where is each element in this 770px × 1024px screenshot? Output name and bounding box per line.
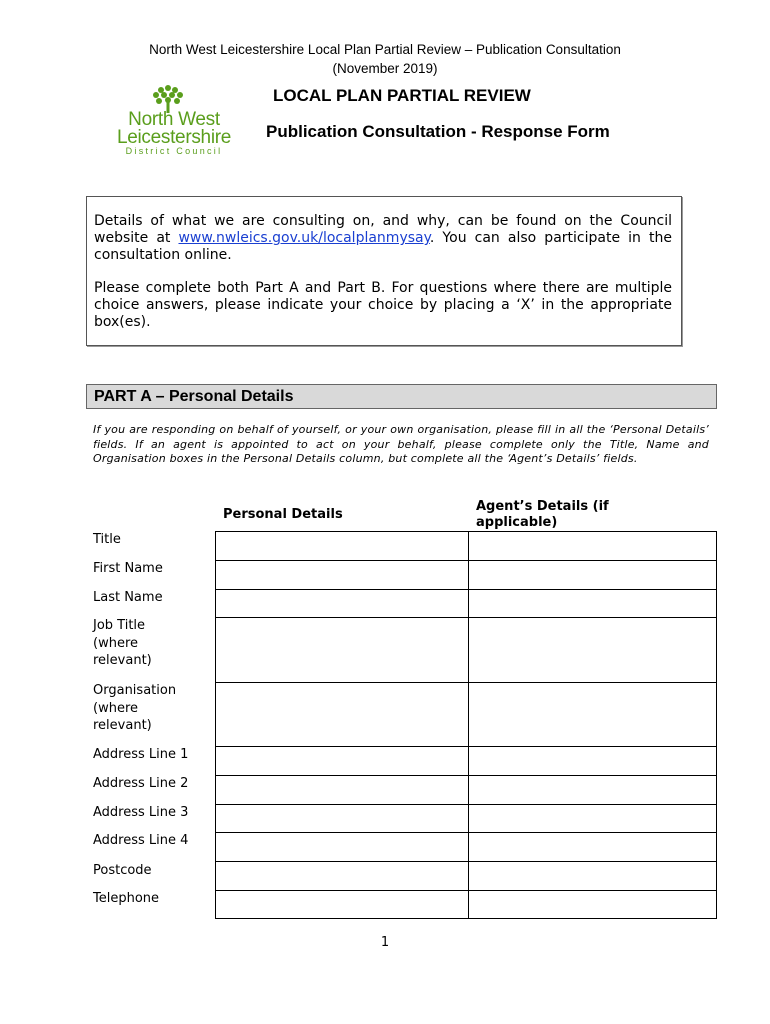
logo-subtitle: District Council [125, 146, 223, 156]
table-row [216, 776, 717, 805]
table-row [216, 747, 717, 776]
personal-postcode-field[interactable] [216, 862, 469, 891]
table-row [216, 805, 717, 833]
part-a-instructions: If you are responding on behalf of yourself, or your own organisation, please fill in all the ‘Personal Details’ fields. If an agent is appointed to act on your behalf, please complete only the Title, Name and Organisation boxes in the Personal Details column, but complete all the ‘Agent’s Details’ fields. [93, 423, 709, 465]
table-row [216, 618, 717, 683]
info-paragraph-2: Please complete both Part A and Part B. For questions where there are multiple choice answers, please indicate your choice by placing a ‘X’ in the appropriate box(es). [94, 280, 672, 330]
table-row [216, 833, 717, 862]
organisation-label: Organisation (where relevant) [93, 683, 177, 733]
document-header [0, 40, 770, 78]
agent-address-1-field[interactable] [469, 747, 717, 776]
table-row [216, 862, 717, 891]
info-text-before-link: Details of what we are consulting on, and why, can be found on the Council website at [94, 213, 672, 246]
personal-title-field[interactable] [216, 532, 469, 561]
first-name-label: First Name [93, 561, 163, 576]
table-row [216, 532, 717, 561]
part-a-heading: PART A – Personal Details [86, 384, 717, 409]
address-line-1-label: Address Line 1 [93, 747, 189, 762]
address-line-4-label: Address Line 4 [93, 833, 189, 848]
agent-title-field[interactable] [469, 532, 717, 561]
agent-first-name-field[interactable] [469, 561, 717, 590]
logo-name-line-1: North West [128, 109, 220, 130]
details-table [215, 531, 717, 919]
personal-first-name-field[interactable] [216, 561, 469, 590]
personal-job-title-field[interactable] [216, 618, 469, 683]
agent-last-name-field[interactable] [469, 590, 717, 618]
document-title: LOCAL PLAN PARTIAL REVIEW [273, 86, 531, 105]
table-row [216, 683, 717, 747]
personal-last-name-field[interactable] [216, 590, 469, 618]
job-title-label: Job Title (where relevant) [93, 618, 152, 668]
info-box [86, 196, 682, 346]
personal-address-1-field[interactable] [216, 747, 469, 776]
personal-telephone-field[interactable] [216, 891, 469, 919]
info-paragraph-1 [94, 213, 672, 264]
title-label: Title [93, 532, 121, 547]
consultation-link[interactable]: www.nwleics.gov.uk/localplanmysay [178, 230, 430, 246]
agent-address-3-field[interactable] [469, 805, 717, 833]
logo-name-line-2: Leicestershire [116, 127, 232, 148]
agent-address-4-field[interactable] [469, 833, 717, 862]
table-row [216, 590, 717, 618]
personal-details-column-header: Personal Details [223, 507, 343, 522]
telephone-label: Telephone [93, 891, 160, 906]
personal-address-2-field[interactable] [216, 776, 469, 805]
personal-address-3-field[interactable] [216, 805, 469, 833]
agent-details-column-header: Agent’s Details (if applicable) [476, 499, 609, 530]
header-line-1: North West Leicestershire Local Plan Partial Review – Publication Consultation [149, 42, 621, 57]
agent-job-title-field[interactable] [469, 618, 717, 683]
table-row [216, 891, 717, 919]
agent-postcode-field[interactable] [469, 862, 717, 891]
address-line-3-label: Address Line 3 [93, 805, 189, 820]
address-line-2-label: Address Line 2 [93, 776, 189, 791]
personal-address-4-field[interactable] [216, 833, 469, 862]
page-number: 1 [380, 935, 390, 950]
agent-organisation-field[interactable] [469, 683, 717, 747]
agent-telephone-field[interactable] [469, 891, 717, 919]
agent-address-2-field[interactable] [469, 776, 717, 805]
last-name-label: Last Name [93, 590, 163, 605]
personal-organisation-field[interactable] [216, 683, 469, 747]
document-subtitle: Publication Consultation - Response Form [266, 122, 610, 141]
header-line-2: (November 2019) [332, 61, 438, 76]
table-row [216, 561, 717, 590]
council-logo [104, 84, 244, 156]
info-text-after-link: . You can also participate in the consultation online. [94, 230, 672, 263]
postcode-label: Postcode [93, 863, 152, 878]
